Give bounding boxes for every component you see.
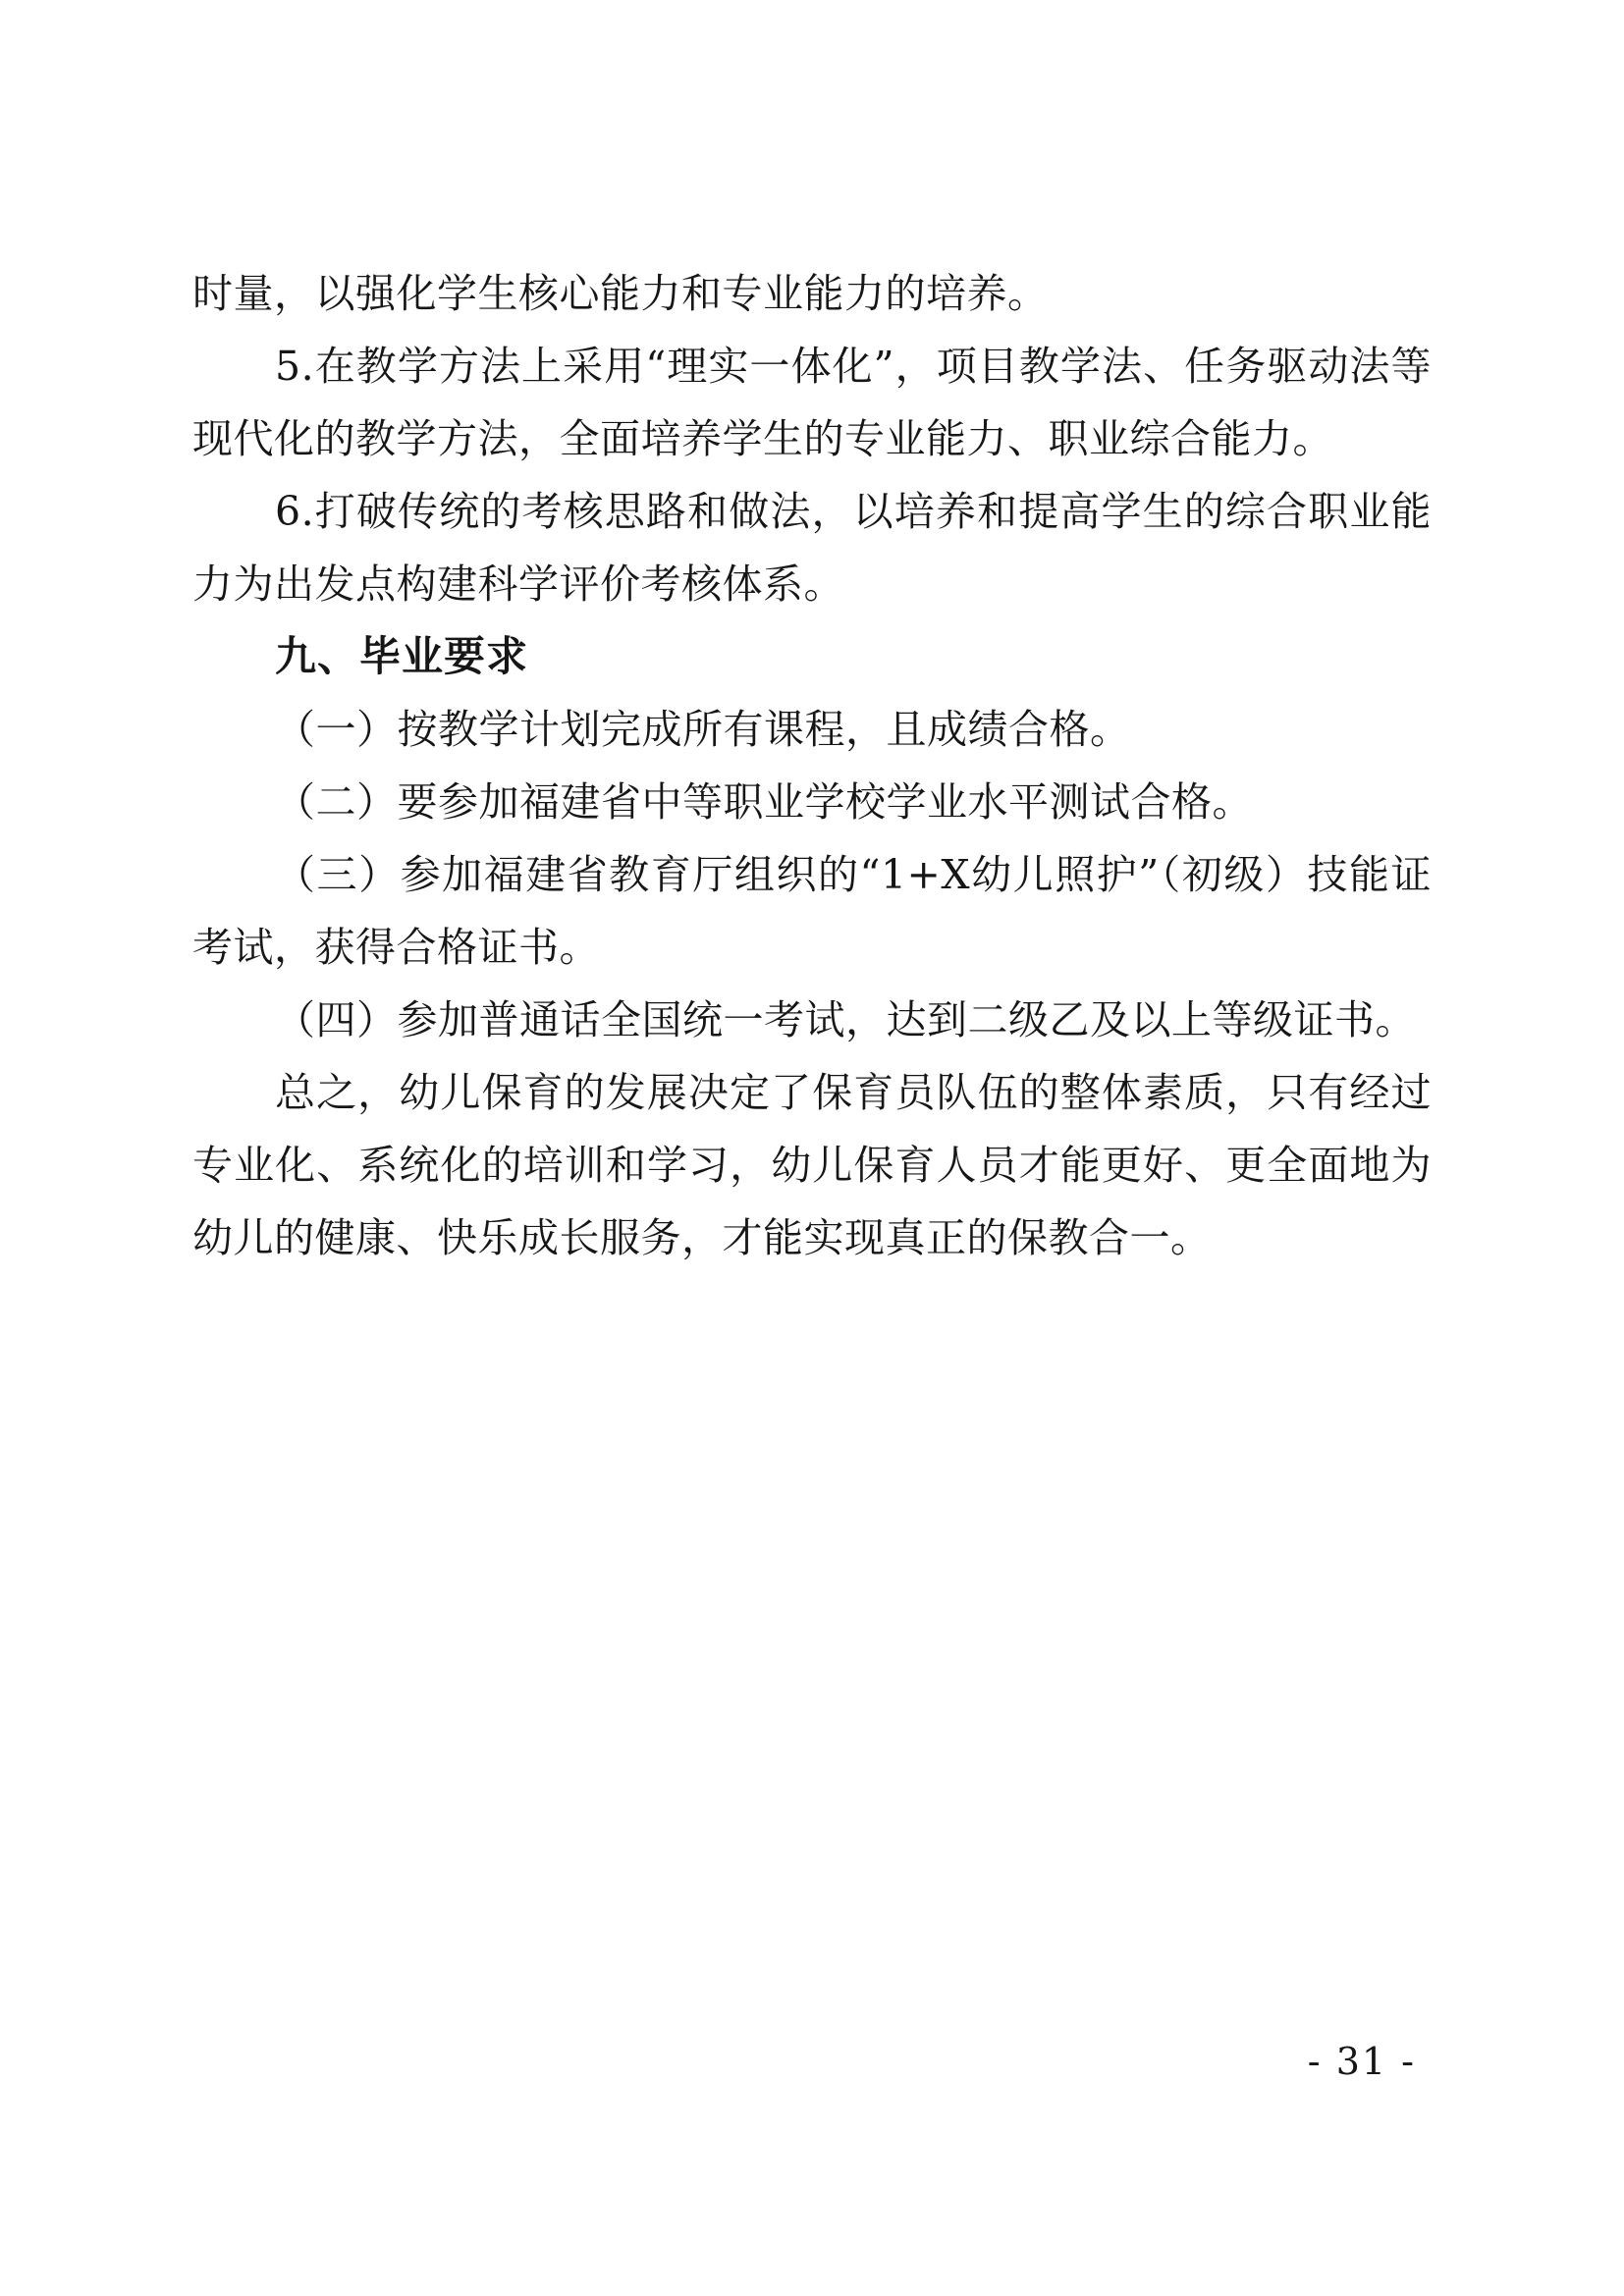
paragraph-closing-summary: 总之，幼儿保育的发展决定了保育员队伍的整体素质，只有经过专业化、系统化的培训和学习，幼儿保育人员才能更好、更全面地为幼儿的健康、快乐成长服务，才能实现真正的保教合一。 bbox=[192, 1069, 1432, 1261]
page-number: - 31 - bbox=[1307, 2040, 1416, 2083]
paragraph-requirement-2: （二）要参加福建省中等职业学校学业水平测试合格。 bbox=[275, 778, 1253, 826]
paragraph-item-5: 5.在教学方法上采用“理实一体化”，项目教学法、任务驱动法等现代化的教学方法，全面培养学生的专业能力、职业综合能力。 bbox=[192, 343, 1432, 462]
paragraph-requirement-4: （四）参加普通话全国统一考试，达到二级乙及以上等级证书。 bbox=[275, 996, 1416, 1043]
paragraph-line-continuation: 时量，以强化学生核心能力和专业能力的培养。 bbox=[192, 270, 1049, 317]
section-heading-graduation-requirements: 九、毕业要求 bbox=[275, 632, 529, 680]
document-body bbox=[192, 257, 1432, 1274]
paragraph-requirement-3: （三）参加福建省教育厅组织的“1+X幼儿照护”（初级）技能证考试，获得合格证书。 bbox=[192, 851, 1432, 971]
paragraph-requirement-1: （一）按教学计划完成所有课程，且成绩合格。 bbox=[275, 706, 1131, 753]
paragraph-item-6: 6.打破传统的考核思路和做法，以培养和提高学生的综合职业能力为出发点构建科学评价考核体系。 bbox=[192, 488, 1432, 608]
